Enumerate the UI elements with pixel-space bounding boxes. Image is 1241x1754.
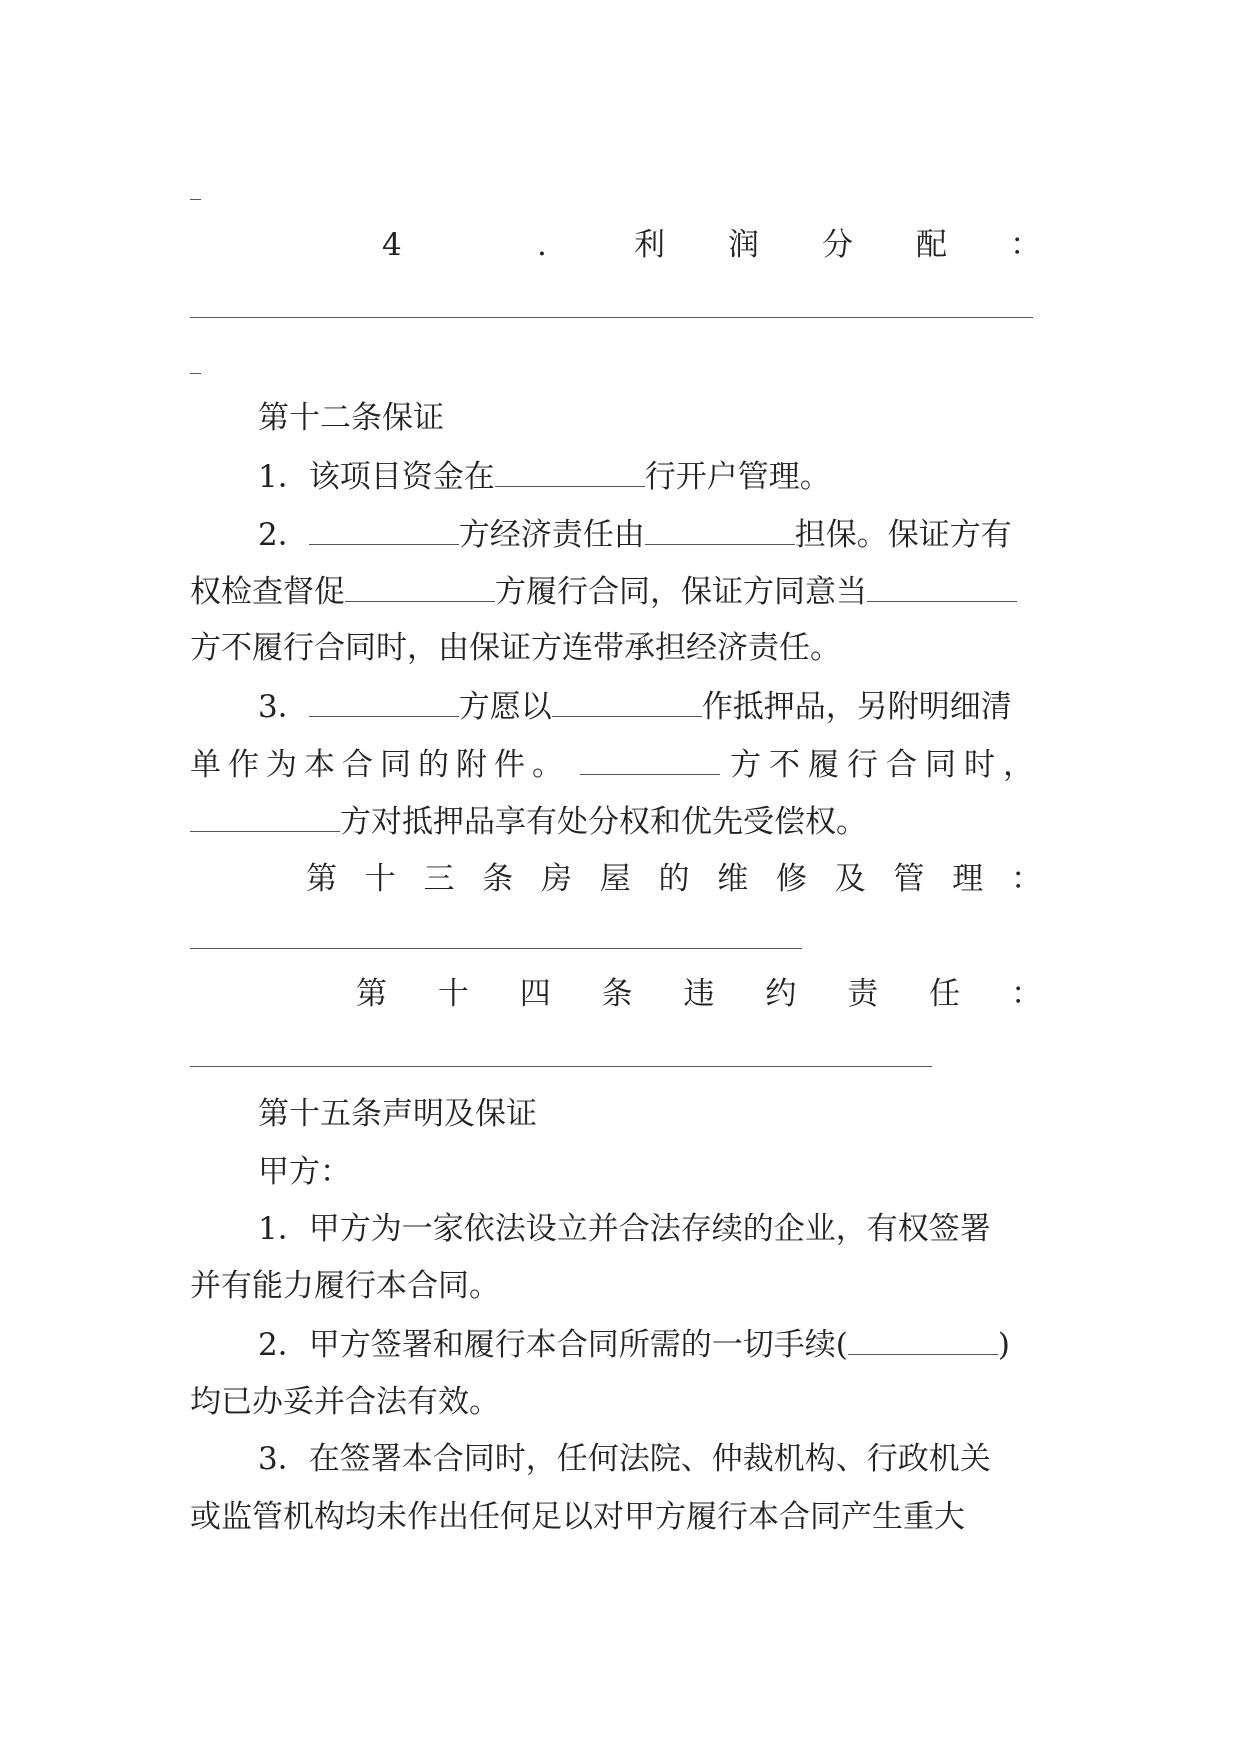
heading-char: 分 — [822, 227, 853, 263]
section-12-clause-3-end: 方对抵押品享有处分权和优先受偿权。 — [190, 801, 867, 842]
blank-field — [645, 514, 795, 545]
blank-field — [867, 571, 1017, 602]
section-14-title: 第 十 四 条 违 约 责 任 ： — [356, 976, 1042, 1012]
heading-char: 利 — [634, 227, 665, 263]
item-dot: . — [537, 227, 547, 263]
blank-field — [190, 801, 340, 832]
section-12-clause-2-cont: 权检查督促 方履行合同，保证方同意当 — [190, 571, 1017, 612]
section-12-clause-2-end: 方不履行合同时，由保证方连带承担经济责任。 — [190, 630, 841, 666]
party-a-label: 甲方： — [258, 1154, 351, 1190]
party-a-statement-3-cont: 或监管机构均未作出任何足以对甲方履行本合同产生重大 — [190, 1499, 965, 1535]
section-12-clause-2: 2． 方经济责任由 担保。保证方有 — [258, 514, 1012, 555]
party-a-statement-1: 1．甲方为一家依法设立并合法存续的企业，有权签署 — [258, 1211, 991, 1247]
party-a-statement-2: 2．甲方签署和履行本合同所需的一切手续( ) — [258, 1324, 1010, 1365]
blank-field — [580, 744, 720, 775]
section-12-clause-3-cont: 单作为本合同的附件。 方不履行合同时， — [190, 744, 1042, 785]
heading-char: 润 — [728, 227, 759, 263]
party-a-statement-2-cont: 均已办妥并合法有效。 — [190, 1384, 500, 1420]
section-12-clause-1: 1．该项目资金在 行开户管理。 — [258, 456, 831, 497]
blank-rule — [190, 948, 802, 949]
blank-field — [345, 571, 495, 602]
section-15-title: 第十五条声明及保证 — [258, 1096, 537, 1132]
blank-field — [309, 514, 459, 545]
party-a-statement-1-cont: 并有能力履行本合同。 — [190, 1268, 500, 1304]
item-number: 4 — [382, 227, 402, 263]
section-13-title: 第 十 三 条 房 屋 的 维 修 及 管 理 ： — [306, 861, 1042, 897]
heading-colon: ： — [1010, 227, 1041, 263]
section-12-title: 第十二条保证 — [258, 400, 444, 436]
blank-rule — [190, 1066, 932, 1067]
blank-field — [552, 686, 702, 717]
blank-rule — [190, 373, 201, 374]
blank-field — [495, 456, 645, 487]
blank-rule — [190, 317, 1033, 318]
blank-field — [309, 686, 459, 717]
party-a-statement-3: 3．在签署本合同时，任何法院、仲裁机构、行政机关 — [258, 1441, 991, 1477]
blank-field — [848, 1324, 998, 1355]
section-12-clause-3: 3． 方愿以 作抵押品，另附明细清 — [258, 686, 1012, 727]
heading-char: 配 — [916, 227, 947, 263]
blank-rule — [190, 199, 201, 200]
